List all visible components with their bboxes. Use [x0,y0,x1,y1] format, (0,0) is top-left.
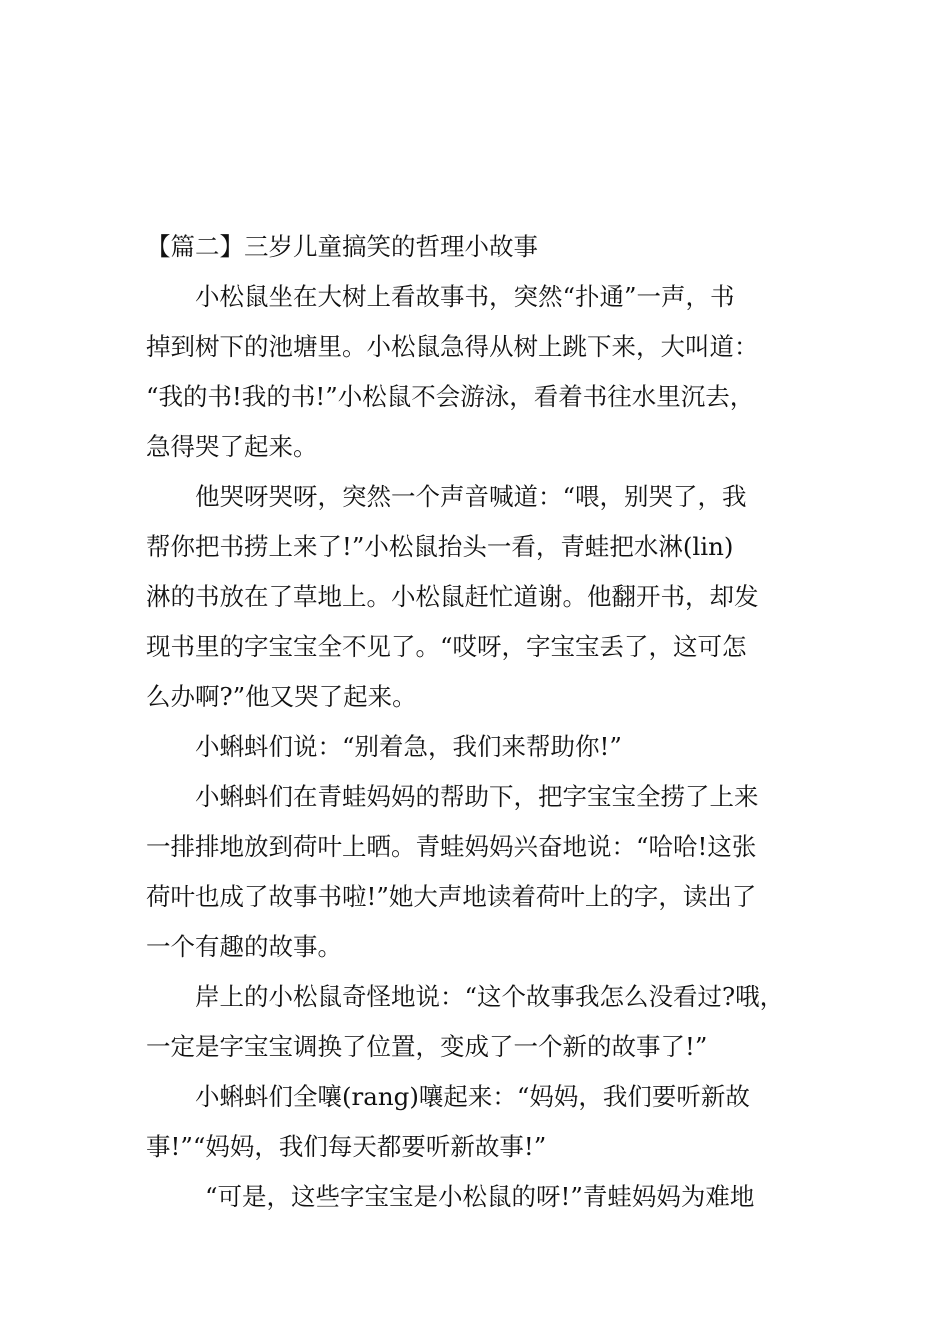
text-line: 急得哭了起来。 [146,432,318,461]
text-line: 掉到树下的池塘里。小松鼠急得从树上跳下来，大叫道： [146,332,759,361]
text-line: “可是，这些字宝宝是小松鼠的呀!”青蛙妈妈为难地 [205,1182,755,1211]
text-line: 事!”“妈妈，我们每天都要听新故事!” [146,1132,547,1161]
text-line: 岸上的小松鼠奇怪地说：“这个故事我怎么没看过?哦， [195,982,785,1011]
text-line: 小蝌蚪们在青蛙妈妈的帮助下，把字宝宝全捞了上来 [195,782,759,811]
text-line: 小松鼠坐在大树上看故事书，突然“扑通”一声，书 [195,282,735,311]
text-line: 一排排地放到荷叶上晒。青蛙妈妈兴奋地说：“哈哈!这张 [146,832,757,861]
section-heading: 【篇二】三岁儿童搞笑的哲理小故事 [146,232,538,261]
text-line: 荷叶也成了故事书啦!”她大声地读着荷叶上的字，读出了 [146,882,757,911]
text-line: “我的书!我的书!”小松鼠不会游泳，看着书往水里沉去， [146,382,755,411]
text-line: 一个有趣的故事。 [146,932,342,961]
text-line: 帮你把书捞上来了!”小松鼠抬头一看，青蛙把水淋(lin) [146,532,734,561]
text-line: 淋的书放在了草地上。小松鼠赶忙道谢。他翻开书，却发 [146,582,759,611]
text-line: 小蝌蚪们说：“别着急，我们来帮助你!” [195,732,622,761]
text-line: 他哭呀哭呀，突然一个声音喊道：“喂，别哭了，我 [195,482,747,511]
text-line: 一定是字宝宝调换了位置，变成了一个新的故事了!” [146,1032,708,1061]
text-line: 小蝌蚪们全嚷(rang)嚷起来：“妈妈，我们要听新故 [195,1082,750,1111]
text-line: 么办啊?”他又哭了起来。 [146,682,417,711]
text-line: 现书里的字宝宝全不见了。“哎呀，字宝宝丢了，这可怎 [146,632,747,661]
